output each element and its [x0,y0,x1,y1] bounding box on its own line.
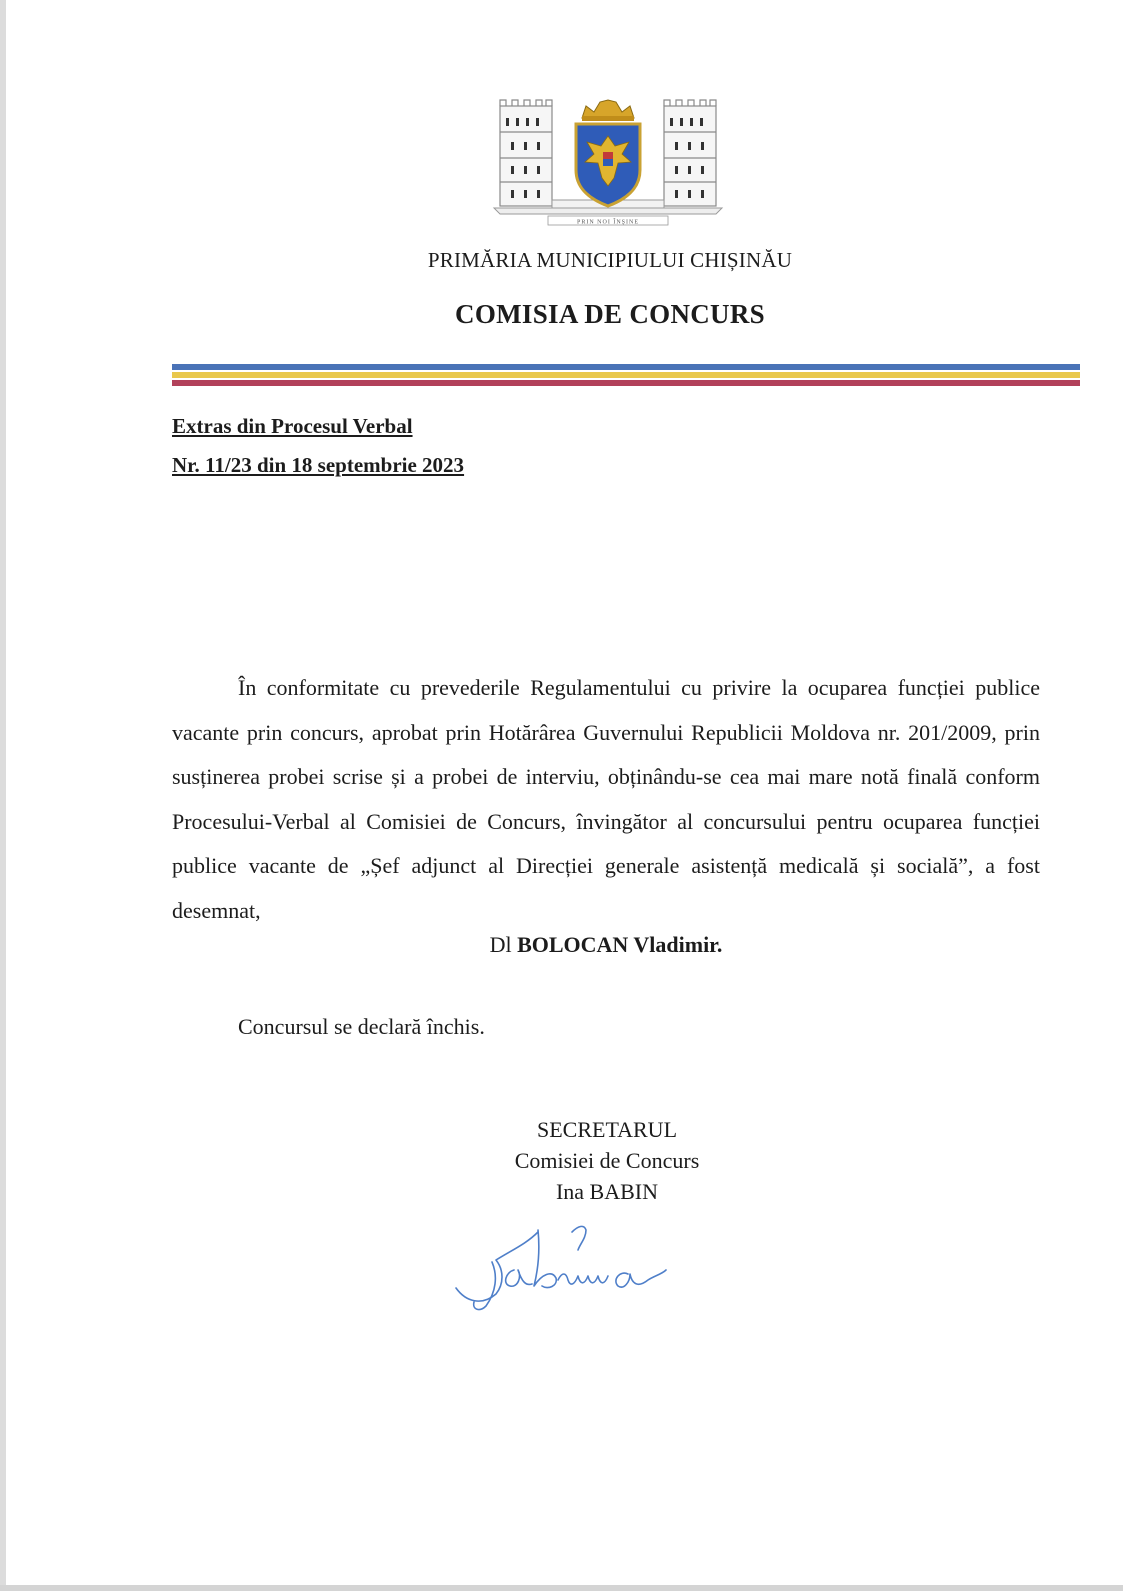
handwritten-signature [452,1210,692,1320]
secretary-name: Ina BABIN [555,1179,659,1204]
body-paragraph: În conformitate cu prevederile Regulamentului cu privire la ocuparea funcției publice vacante prin concurs, aprobat prin Hotărârea Guvernului Republicii Moldova nr. 201/2009, prin susținerea probei scrise și a probei de interviu, obținându-se cea mai mare notă finală conform Procesului-Verbal al Comisiei de Concurs, învingător al concursului pentru ocuparea funcției publice vacante de „Șef adjunct al Direcției generale asistență medicală și socială”, a fost desemnat, [172,675,1040,923]
scan-left-edge [0,0,6,1591]
flag-stripe-blue [172,364,1080,370]
crest-motto: PRIN NOI ÎNȘINE [577,219,639,226]
commission-title: COMISIA DE CONCURS [455,299,765,329]
national-flag-stripes [172,364,1080,386]
shield-icon [576,124,640,206]
right-tower-icon [664,100,716,206]
flag-stripe-yellow [172,372,1080,378]
extract-number: Nr. 11/23 din 18 septembrie 2023 [172,453,465,477]
extract-title: Extras din Procesul Verbal [172,414,413,438]
secretary-commission: Comisiei de Concurs [514,1148,700,1173]
chisinau-coat-of-arms [490,96,726,228]
crown-icon [582,100,634,121]
signature-block [462,1114,752,1207]
closing-statement: Concursul se declară închis. [238,1014,485,1039]
secretary-role: SECRETARUL [536,1117,678,1142]
winner-line [172,932,1040,958]
left-tower-icon [500,100,552,206]
winner-title: Dl [489,932,512,957]
flag-stripe-red [172,380,1080,386]
institution-name: PRIMĂRIA MUNICIPIULUI CHIȘINĂU [427,248,793,272]
scan-bottom-edge [0,1585,1123,1591]
winner-name: BOLOCAN Vladimir. [517,932,723,957]
extract-heading [172,414,464,492]
